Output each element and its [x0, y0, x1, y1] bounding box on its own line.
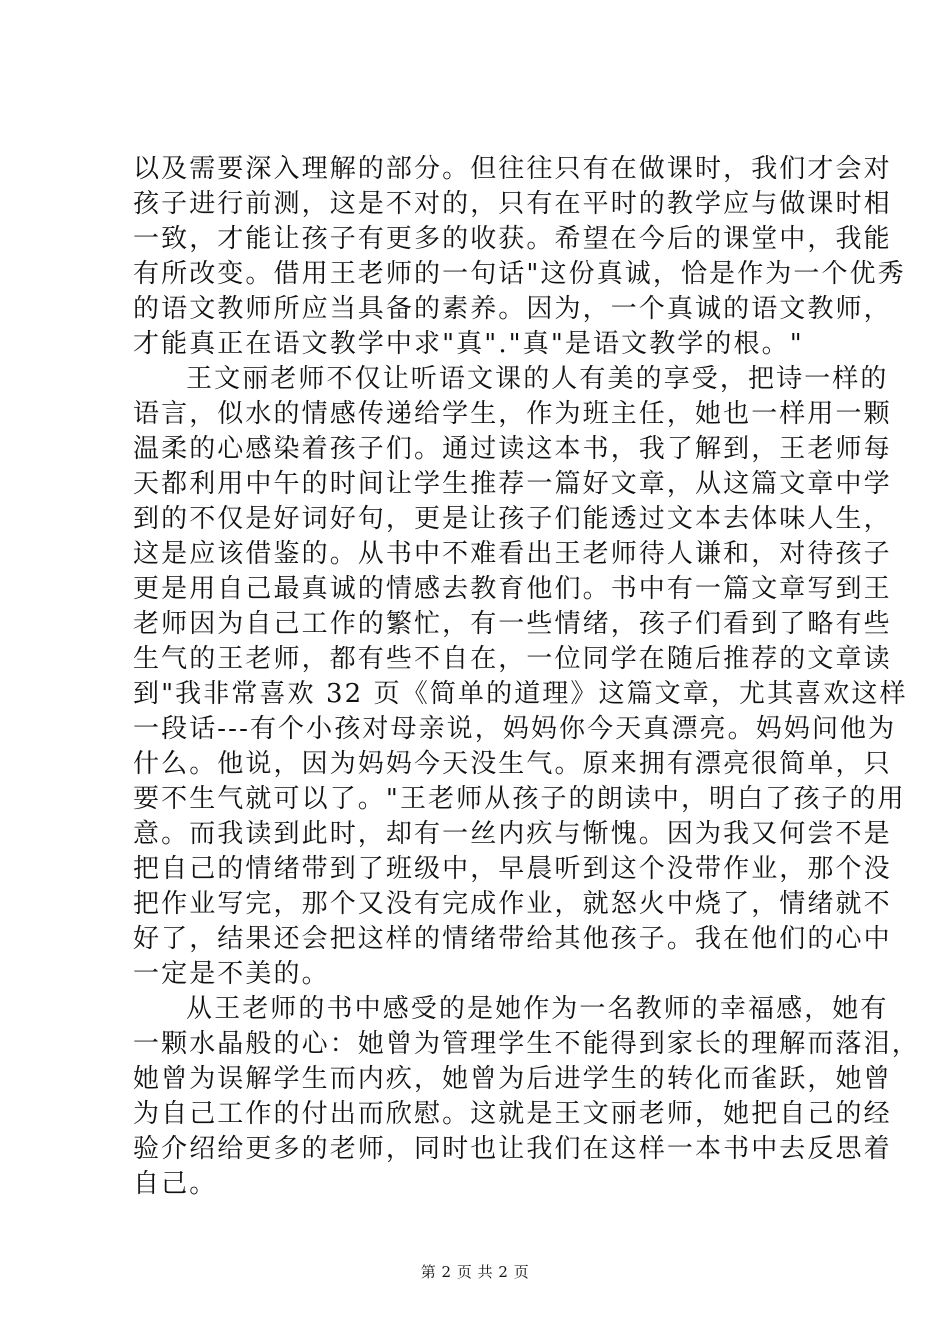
text-line: 以及需要深入理解的部分。但往往只有在做课时，我们才会对 [133, 154, 892, 184]
text-line: 从王老师的书中感受的是她作为一名教师的幸福感，她有 [186, 994, 889, 1024]
text-line: 一段话---有个小孩对母亲说，妈妈你今天真漂亮。妈妈问他为 [133, 714, 897, 744]
paragraph [133, 362, 908, 992]
text-line: 更是用自己最真诚的情感去教育他们。书中有一篇文章写到王 [133, 574, 892, 604]
body-text [133, 152, 920, 1202]
text-line: 老师因为自己工作的繁忙，有一些情绪，孩子们看到了略有些 [133, 609, 892, 639]
text-line: 她曾为误解学生而内疚，她曾为后进学生的转化而雀跃，她曾 [133, 1064, 892, 1094]
text-line: 好了，结果还会把这样的情绪带给其他孩子。我在他们的心中 [133, 924, 892, 954]
text-line: 自己。 [133, 1169, 218, 1199]
text-line: 王文丽老师不仅让听语文课的人有美的享受，把诗一样的 [186, 364, 889, 394]
text-line: 才能真正在语文教学中求"真"."真"是语文教学的根。" [133, 329, 804, 359]
text-line: 语言，似水的情感传递给学生，作为班主任，她也一样用一颗 [133, 399, 892, 429]
text-line: 到的不仅是好词好句，更是让孩子们能透过文本去体味人生， [133, 504, 892, 534]
paragraph [133, 992, 920, 1202]
text-line: 把自己的情绪带到了班级中，早晨听到这个没带作业，那个没 [133, 854, 892, 884]
text-line: 孩子进行前测，这是不对的，只有在平时的教学应与做课时相 [133, 189, 892, 219]
text-line: 意。而我读到此时，却有一丝内疚与惭愧。因为我又何尝不是 [133, 819, 892, 849]
text-line: 这是应该借鉴的。从书中不难看出王老师待人谦和，对待孩子 [133, 539, 892, 569]
text-line: 为自己工作的付出而欣慰。这就是王文丽老师，她把自己的经 [133, 1099, 892, 1129]
text-line: 天都利用中午的时间让学生推荐一篇好文章，从这篇文章中学 [133, 469, 892, 499]
text-line: 验介绍给更多的老师，同时也让我们在这样一本书中去反思着 [133, 1134, 892, 1164]
paragraph [133, 152, 906, 362]
page-footer: 第 2 页 共 2 页 [420, 1263, 530, 1281]
text-line: 一颗水晶般的心：她曾为管理学生不能得到家长的理解而落泪， [133, 1029, 920, 1059]
text-line: 要不生气就可以了。"王老师从孩子的朗读中，明白了孩子的用 [133, 784, 906, 814]
text-line: 有所改变。借用王老师的一句话"这份真诚，恰是作为一个优秀 [133, 259, 906, 289]
text-line: 生气的王老师，都有些不自在，一位同学在随后推荐的文章读 [133, 644, 892, 674]
text-line: 的语文教师所应当具备的素养。因为，一个真诚的语文教师， [133, 294, 892, 324]
text-line: 到"我非常喜欢 32 页《简单的道理》这篇文章，尤其喜欢这样 [133, 679, 908, 709]
text-line: 温柔的心感染着孩子们。通过读这本书，我了解到，王老师每 [133, 434, 892, 464]
text-line: 什么。他说，因为妈妈今天没生气。原来拥有漂亮很简单，只 [133, 749, 892, 779]
text-line: 一定是不美的。 [133, 959, 330, 989]
text-line: 一致，才能让孩子有更多的收获。希望在今后的课堂中，我能 [133, 224, 892, 254]
text-line: 把作业写完，那个又没有完成作业，就怒火中烧了，情绪就不 [133, 889, 892, 919]
